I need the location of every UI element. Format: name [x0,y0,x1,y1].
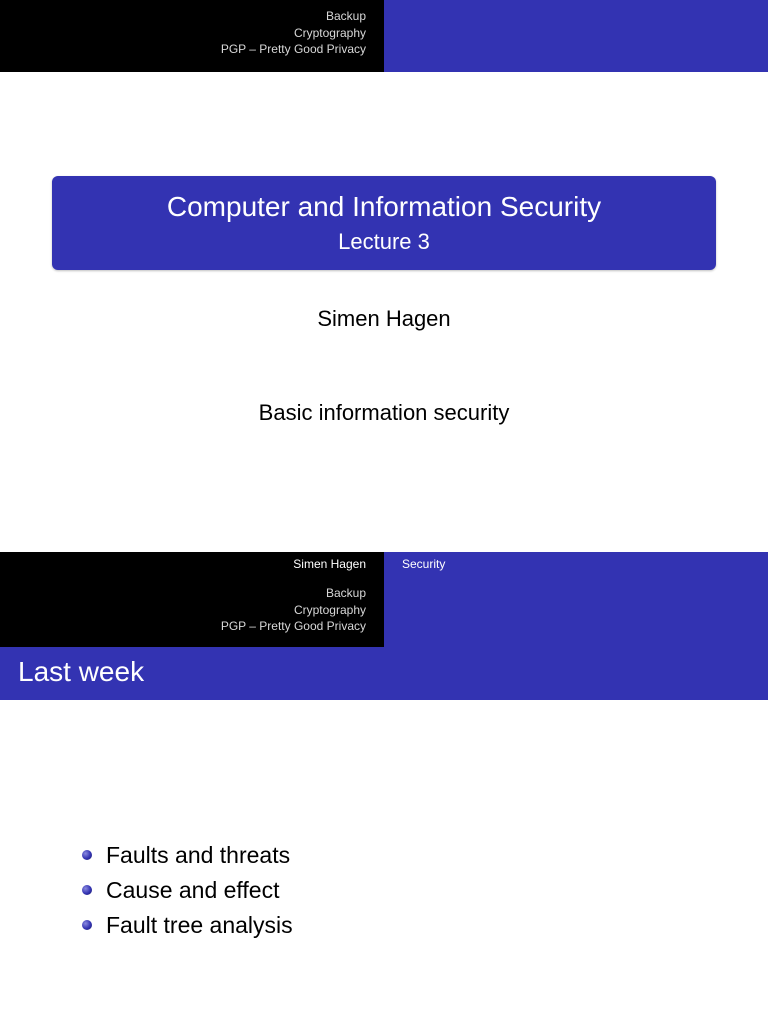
bullet-ball-icon [82,885,92,895]
bullet-list [82,837,293,942]
presentation-date: Basic information security [258,400,510,425]
list-item [82,907,293,942]
section-navigation-row [0,576,768,647]
list-item-text: Faults and threats [106,841,291,868]
nav-section-pgp[interactable]: PGP – Pretty Good Privacy [220,619,366,633]
list-item [82,837,293,872]
bullet-ball-icon [82,850,92,860]
section-navigation [0,0,384,72]
short-title: Security [384,552,768,576]
nav-section-cryptography[interactable]: Cryptography [293,25,366,40]
list-item-text: Cause and effect [106,876,280,903]
list-item-text: Fault tree analysis [106,911,293,938]
headline-blue-panel [384,576,768,647]
short-author: Simen Hagen [0,552,384,576]
title-box [52,176,716,270]
presentation-subtitle: Lecture 3 [338,229,430,254]
presentation-author: Simen Hagen [317,306,451,331]
list-item [82,872,293,907]
frame-title: Last week [0,647,768,700]
nav-section-pgp[interactable]: PGP – Pretty Good Privacy [220,42,366,56]
nav-section-backup[interactable]: Backup [325,586,366,600]
author-title-row [0,552,768,576]
headline-bar [0,552,768,647]
presentation-title: Computer and Information Security [166,191,602,222]
nav-section-cryptography[interactable]: Cryptography [293,602,366,617]
nav-section-backup[interactable]: Backup [325,9,366,23]
section-navigation [0,576,384,647]
bullet-ball-icon [82,920,92,930]
headline-blue-panel [384,0,768,72]
headline-bar [0,0,768,72]
content-slide [0,552,768,1024]
